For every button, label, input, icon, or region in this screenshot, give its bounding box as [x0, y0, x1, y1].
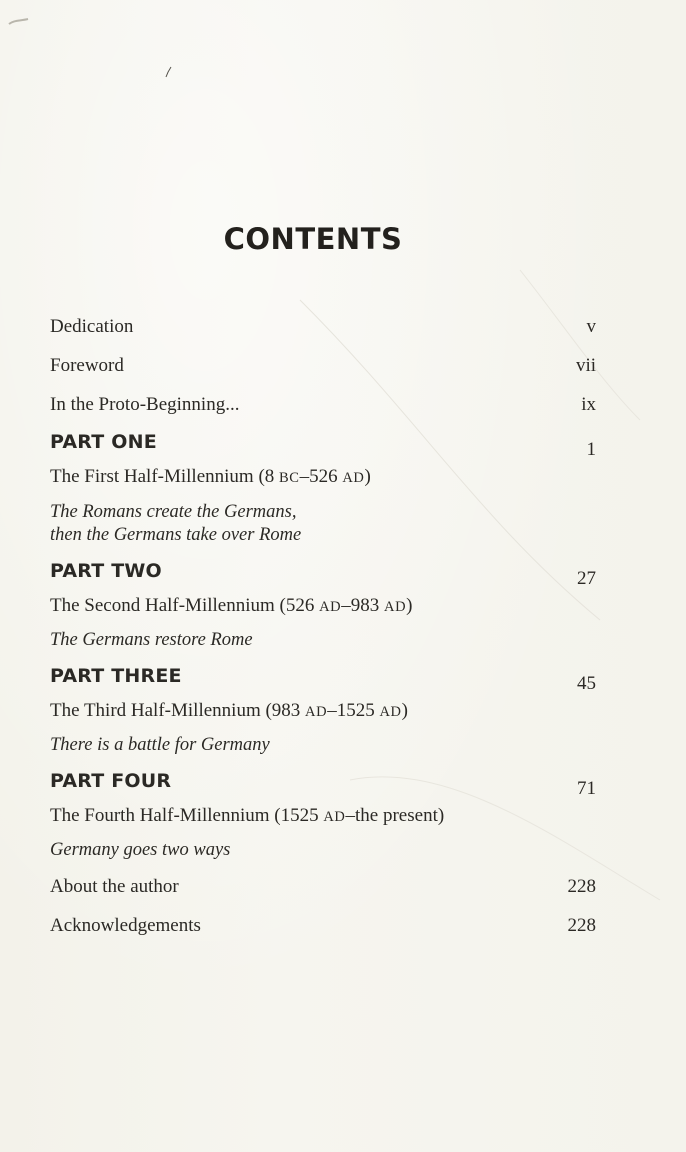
toc-part-three-subtitle: [50, 730, 600, 760]
toc-entry-label: About the author: [50, 876, 179, 897]
toc-page-number: 1: [586, 439, 596, 460]
toc-part-one-subtitle-2: [50, 520, 600, 550]
part-period-title: [50, 462, 371, 493]
part-subtitle: The Romans create the Germans,: [50, 502, 297, 522]
era-label: AD: [384, 599, 407, 615]
part-period-title: [50, 801, 444, 832]
corner-smudge: [8, 18, 30, 26]
part-heading: PART ONE: [50, 431, 157, 453]
period-text: The First Half-Millennium (8: [50, 466, 280, 487]
toc-page-number: 27: [577, 568, 596, 589]
pen-mark: [165, 66, 173, 78]
toc-part-four-heading: [50, 801, 600, 831]
part-subtitle: Germany goes two ways: [50, 840, 231, 860]
toc-part-two-subtitle: [50, 625, 600, 655]
toc-part-three[interactable]: [50, 661, 600, 694]
era-label: AD: [305, 704, 328, 720]
era-label: AD: [379, 704, 402, 720]
toc-page-number: 228: [567, 876, 596, 897]
toc-page-number: v: [586, 316, 596, 337]
toc-entry-about-author[interactable]: [50, 872, 600, 902]
period-text: –the present): [345, 805, 445, 826]
toc-part-three-heading: [50, 696, 600, 726]
toc-entry-proto-beginning[interactable]: [50, 390, 600, 420]
period-text: The Third Half-Millennium (983: [50, 700, 306, 721]
toc-entry-label: Dedication: [50, 316, 134, 337]
toc-page-number: 71: [577, 778, 596, 799]
toc-page-number: 45: [577, 673, 596, 694]
period-text: –1525: [327, 700, 380, 721]
period-text: The Second Half-Millennium (526: [50, 595, 320, 616]
part-subtitle: There is a battle for Germany: [50, 735, 270, 755]
period-text: ): [406, 595, 413, 616]
part-subtitle: then the Germans take over Rome: [50, 525, 302, 545]
toc-part-one-heading: [50, 462, 600, 492]
toc-part-one[interactable]: [50, 427, 600, 460]
toc-part-two-heading: [50, 591, 600, 621]
toc-entry-label: Acknowledgements: [50, 915, 201, 936]
era-label: AD: [319, 599, 342, 615]
period-text: The Fourth Half-Millennium (1525: [50, 805, 324, 826]
toc-part-four-subtitle: [50, 835, 600, 865]
part-heading: PART THREE: [50, 665, 182, 687]
toc-entry-label: Foreword: [50, 355, 124, 376]
part-subtitle: The Germans restore Rome: [50, 630, 253, 650]
part-heading: PART FOUR: [50, 770, 172, 792]
part-period-title: [50, 591, 413, 622]
era-label: AD: [323, 809, 346, 825]
era-label: AD: [342, 470, 365, 486]
period-text: –526: [299, 466, 343, 487]
toc-entry-dedication[interactable]: [50, 312, 600, 342]
toc-entry-foreword[interactable]: [50, 351, 600, 381]
toc-page-number: 228: [567, 915, 596, 936]
toc-entry-label: In the Proto-Beginning...: [50, 394, 240, 415]
period-text: ): [401, 700, 408, 721]
toc-page-number: ix: [581, 394, 596, 415]
toc-part-four[interactable]: [50, 766, 600, 799]
period-text: ): [364, 466, 371, 487]
part-period-title: [50, 696, 408, 727]
page-title: CONTENTS: [223, 222, 403, 256]
toc-part-two[interactable]: [50, 556, 600, 589]
period-text: –983: [341, 595, 385, 616]
era-label: BC: [279, 470, 300, 486]
toc-entry-acknowledgements[interactable]: [50, 911, 600, 941]
toc-page-number: vii: [575, 355, 596, 376]
part-heading: PART TWO: [50, 560, 162, 582]
